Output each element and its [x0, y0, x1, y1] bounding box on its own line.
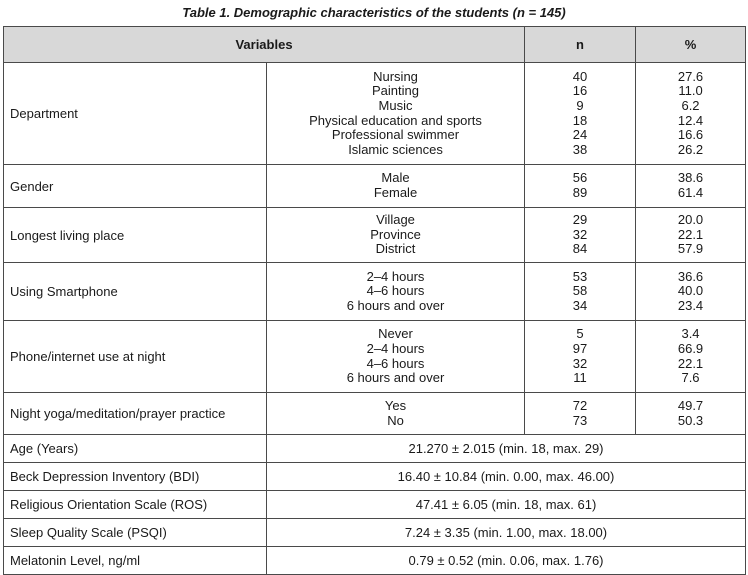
count-cell [525, 393, 636, 435]
level-label: 6 hours and over [346, 370, 445, 386]
level-label: Nursing [373, 68, 418, 84]
level-cell [267, 263, 525, 321]
percent-value: 26.2 [677, 141, 704, 157]
summary-value: 21.270 ± 2.015 (min. 18, max. 29) [267, 435, 746, 463]
count-cell [525, 63, 636, 165]
table-row [4, 263, 746, 321]
level-label: 2–4 hours [366, 340, 425, 356]
variable-label: Phone/internet use at night [4, 321, 267, 393]
summary-value: 7.24 ± 3.35 (min. 1.00, max. 18.00) [267, 519, 746, 547]
level-label: Painting [372, 83, 419, 99]
summary-value: 47.41 ± 6.05 (min. 18, max. 61) [267, 491, 746, 519]
level-cell [267, 63, 525, 165]
level-label: Physical education and sports [309, 112, 482, 128]
count-value: 72 [572, 397, 588, 413]
percent-value: 40.0 [677, 283, 704, 299]
level-label: 2–4 hours [366, 268, 425, 284]
percent-value: 66.9 [677, 340, 704, 356]
variable-label: Sleep Quality Scale (PSQI) [4, 519, 267, 547]
percent-cell [636, 393, 746, 435]
variable-label: Department [4, 63, 267, 165]
percent-value: 36.6 [677, 268, 704, 284]
level-label: District [375, 241, 416, 257]
level-cell [267, 208, 525, 263]
level-label: Female [373, 185, 418, 200]
count-value: 5 [576, 326, 584, 342]
percent-cell [636, 321, 746, 393]
count-cell [525, 321, 636, 393]
count-value: 56 [572, 170, 588, 186]
percent-value: 22.1 [677, 355, 704, 371]
count-value: 84 [572, 241, 588, 257]
percent-cell [636, 63, 746, 165]
count-value: 53 [572, 268, 588, 284]
level-label: No [387, 412, 404, 428]
count-value: 89 [572, 185, 588, 200]
level-label: 4–6 hours [366, 283, 425, 299]
level-label: Province [370, 226, 421, 242]
level-label: Islamic sciences [348, 141, 443, 157]
count-value: 18 [572, 112, 588, 128]
level-label: Professional swimmer [331, 127, 460, 143]
percent-value: 3.4 [681, 326, 700, 342]
variable-label: Using Smartphone [4, 263, 267, 321]
percent-value: 11.0 [678, 83, 703, 99]
header-row [4, 27, 746, 63]
summary-row [4, 491, 746, 519]
demographics-table [3, 26, 746, 575]
summary-row [4, 547, 746, 575]
variable-label: Night yoga/meditation/prayer practice [4, 393, 267, 435]
count-value: 34 [572, 297, 588, 313]
table-row [4, 321, 746, 393]
percent-value: 61.4 [677, 185, 704, 200]
variable-label: Gender [4, 165, 267, 208]
count-value: 58 [572, 283, 588, 299]
variable-label: Beck Depression Inventory (BDI) [4, 463, 267, 491]
summary-row [4, 435, 746, 463]
count-cell [525, 208, 636, 263]
percent-value: 6.2 [681, 97, 700, 113]
level-label: 6 hours and over [346, 297, 445, 313]
header-n: n [525, 27, 636, 63]
count-value: 73 [572, 412, 588, 428]
percent-value: 27.6 [677, 68, 704, 84]
table-row [4, 393, 746, 435]
percent-value: 38.6 [677, 170, 704, 186]
percent-value: 7.6 [681, 370, 700, 386]
variable-label: Religious Orientation Scale (ROS) [4, 491, 267, 519]
header-variables: Variables [4, 27, 525, 63]
percent-value: 22.1 [677, 226, 704, 242]
level-label: Village [376, 212, 415, 228]
header-percent: % [636, 27, 746, 63]
percent-value: 20.0 [677, 212, 704, 228]
count-value: 97 [572, 340, 588, 356]
summary-value: 16.40 ± 10.84 (min. 0.00, max. 46.00) [267, 463, 746, 491]
count-value: 32 [572, 355, 588, 371]
summary-row [4, 463, 746, 491]
variable-label: Melatonin Level, ng/ml [4, 547, 267, 575]
level-cell [267, 165, 525, 208]
percent-value: 16.6 [677, 127, 704, 143]
table-caption: Table 1. Demographic characteristics of the students (n = 145) [182, 5, 566, 20]
count-value: 24 [572, 127, 588, 143]
table-row [4, 208, 746, 263]
percent-cell [636, 208, 746, 263]
level-label: Male [381, 170, 410, 186]
level-cell [267, 321, 525, 393]
level-label: Never [378, 326, 413, 342]
table-row [4, 63, 746, 165]
count-value: 29 [572, 212, 588, 228]
percent-cell [636, 263, 746, 321]
variable-label: Age (Years) [4, 435, 267, 463]
percent-value: 12.4 [677, 112, 704, 128]
count-value: 38 [572, 141, 588, 157]
percent-cell [636, 165, 746, 208]
percent-value: 50.3 [677, 412, 704, 428]
count-cell [525, 263, 636, 321]
percent-value: 49.7 [677, 397, 704, 413]
summary-row [4, 519, 746, 547]
level-label: Music [378, 97, 413, 113]
count-value: 9 [576, 97, 584, 113]
summary-value: 0.79 ± 0.52 (min. 0.06, max. 1.76) [267, 547, 746, 575]
level-label: Yes [384, 397, 407, 413]
variable-label: Longest living place [4, 208, 267, 263]
count-cell [525, 165, 636, 208]
count-value: 11 [573, 370, 587, 386]
percent-value: 57.9 [677, 241, 704, 257]
count-value: 16 [572, 83, 588, 99]
level-label: 4–6 hours [366, 355, 425, 371]
table-row [4, 165, 746, 208]
count-value: 32 [572, 226, 588, 242]
percent-value: 23.4 [677, 297, 704, 313]
level-cell [267, 393, 525, 435]
count-value: 40 [572, 68, 588, 84]
